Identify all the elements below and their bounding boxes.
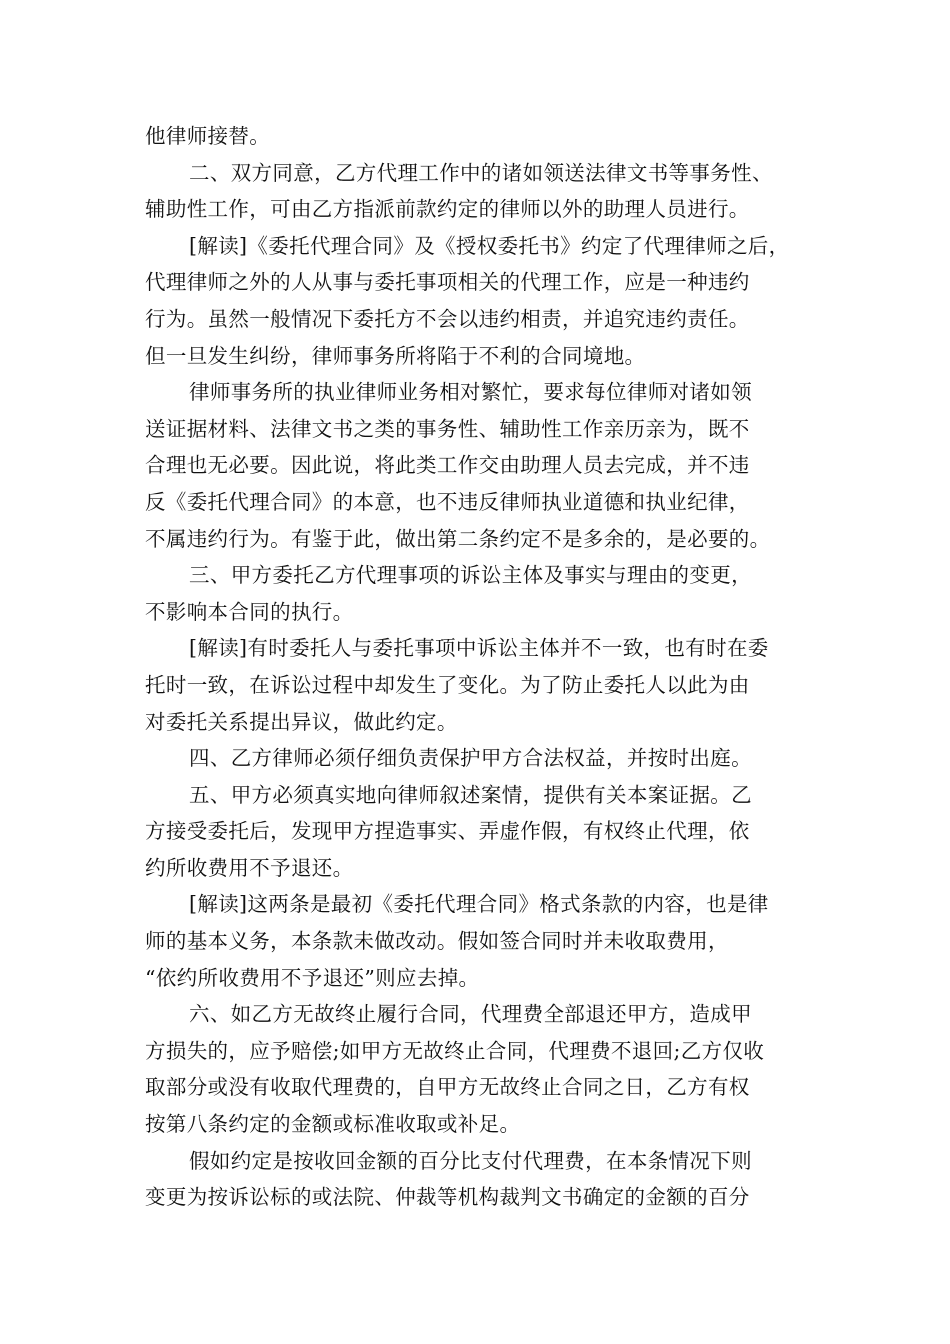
text-line: 五、甲方必须真实地向律师叙述案情，提供有关本案证据。乙 [189, 782, 752, 807]
text-line: 按第八条约定的金额或标准收取或补足。 [145, 1112, 521, 1137]
text-line: 他律师接替。 [145, 124, 271, 148]
text-line: 律师事务所的执业律师业务相对繁忙，要求每位律师对诸如领 [189, 380, 752, 405]
text-line: 六、如乙方无故终止履行合同，代理费全部退还甲方，造成甲 [189, 1002, 752, 1027]
text-line: 假如约定是按收回金额的百分比支付代理费，在本条情况下则 [189, 1148, 752, 1173]
text-line: 不属违约行为。有鉴于此，做出第二条约定不是多余的，是必要的。 [145, 526, 771, 551]
text-line: 不影响本合同的执行。 [145, 599, 354, 624]
text-line: 约所收费用不予退还。 [145, 855, 354, 880]
text-line: 方接受委托后，发现甲方捏造事实、弄虚作假，有权终止代理，依 [145, 819, 750, 844]
text-line: 托时一致，在诉讼过程中却发生了变化。为了防止委托人以此为由 [145, 672, 750, 697]
text-line: 代理律师之外的人从事与委托事项相关的代理工作，应是一种违约 [145, 270, 750, 295]
text-line: 辅助性工作，可由乙方指派前款约定的律师以外的助理人员进行。 [145, 197, 750, 222]
text-line: “依约所收费用不予退还”则应去掉。 [145, 965, 480, 990]
text-line: 合理也无必要。因此说，将此类工作交由助理人员去完成，并不违 [145, 453, 750, 478]
text-line: [解读]《委托代理合同》及《授权委托书》约定了代理律师之后， [189, 233, 790, 258]
text-line: 四、乙方律师必须仔细负责保护甲方合法权益，并按时出庭。 [189, 746, 752, 771]
text-line: 对委托关系提出异议，做此约定。 [145, 709, 458, 734]
text-line: [解读]这两条是最初《委托代理合同》格式条款的内容，也是律 [189, 892, 769, 917]
text-line: 三、甲方委托乙方代理事项的诉讼主体及事实与理由的变更， [189, 563, 752, 588]
text-line: 方损失的，应予赔偿;如甲方无故终止合同，代理费不退回;乙方仅收 [145, 1038, 765, 1063]
text-line: 但一旦发生纠纷，律师事务所将陷于不利的合同境地。 [145, 343, 646, 368]
text-line: 变更为按诉讼标的或法院、仲裁等机构裁判文书确定的金额的百分 [145, 1185, 750, 1210]
text-line: [解读]有时委托人与委托事项中诉讼主体并不一致，也有时在委 [189, 636, 769, 661]
text-line: 行为。虽然一般情况下委托方不会以违约相责，并追究违约责任。 [145, 306, 750, 331]
text-line: 二、双方同意，乙方代理工作中的诸如领送法律文书等事务性、 [189, 160, 773, 185]
text-line: 师的基本义务，本条款未做改动。假如签合同时并未收取费用， [145, 929, 729, 954]
document-body [145, 118, 807, 1216]
text-line: 反《委托代理合同》的本意，也不违反律师执业道德和执业纪律， [145, 489, 750, 514]
text-line: 送证据材料、法律文书之类的事务性、辅助性工作亲历亲为，既不 [145, 416, 750, 441]
text-line: 取部分或没有收取代理费的，自甲方无故终止合同之日，乙方有权 [145, 1075, 750, 1100]
